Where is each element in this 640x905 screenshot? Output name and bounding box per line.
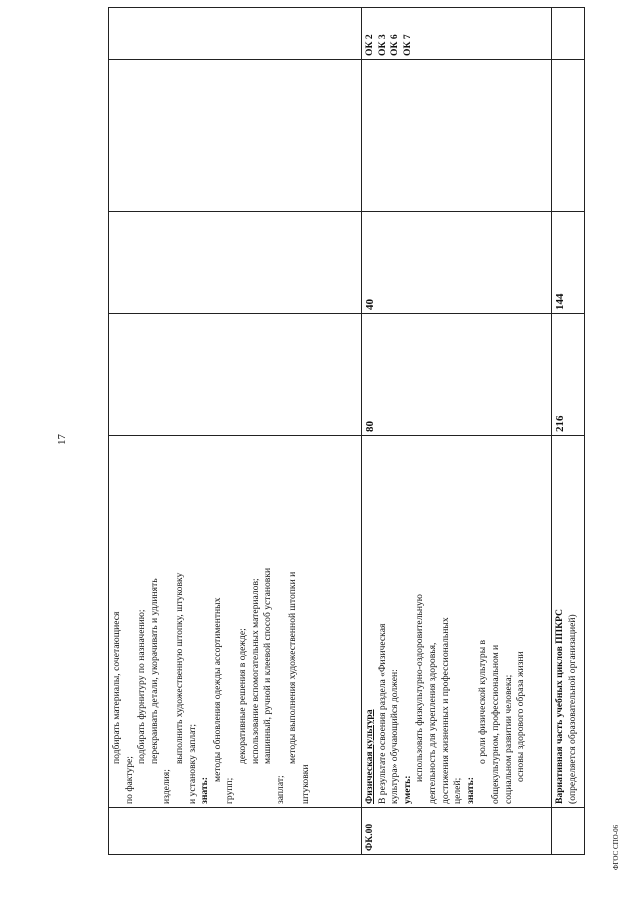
- table-row: [362, 8, 552, 855]
- footer-text: ФГОС СПО-06: [612, 824, 620, 870]
- competences-cell: [362, 8, 552, 60]
- max-load-cell: 216: [552, 314, 585, 436]
- row-description: подбирать материалы, сочетающиеся по фактуре; подбирать фурнитуру по назначению; перекраивать детали, укорачивать и удлинять изделия; выполнить художественную штопку, штуковку и установку заплат; знать: методы обновления одежды ассортиментных групп; декоративные решения в одежде; использование вспомогательных материалов; машинный, ручной и клеевой способ установки заплат; методы выполнения художественной штопки и штуковки: [109, 436, 362, 808]
- competences-cell: [552, 8, 585, 60]
- required-load-cell: 40: [362, 212, 552, 314]
- max-load-cell: [109, 314, 362, 436]
- required-load-cell: 144: [552, 212, 585, 314]
- extra-cell: [362, 60, 552, 212]
- curriculum-table: [108, 7, 585, 855]
- row-code: [109, 808, 362, 855]
- table-row: [109, 8, 362, 855]
- row-description: Физическая культура В результате освоения раздела «Физическая культура» обучающийся должен: уметь: использовать физкультурно-оздоровительную деятельность для укрепления здоровья, достижения жизненных и профессиональных целей; знать: о роли физической культуры в общекультурном, профессиональном и социальном развитии человека; основы здорового образа жизни: [362, 436, 552, 808]
- required-load-cell: [109, 212, 362, 314]
- max-load-cell: 80: [362, 314, 552, 436]
- competence-item: ОК 2: [364, 34, 375, 56]
- competence-item: ОК 7: [401, 34, 413, 56]
- competence-item: ОК 3: [376, 34, 388, 56]
- competence-item: ОК 6: [389, 34, 401, 56]
- curriculum-table-wrapper: [108, 34, 578, 855]
- extra-cell: [109, 60, 362, 212]
- competences-cell: [109, 8, 362, 60]
- table-row: [552, 8, 585, 855]
- row-description: Вариативная часть учебных циклов ППКРС (определяется образовательной организацией): [552, 436, 585, 808]
- page-number: 17: [56, 434, 68, 445]
- extra-cell: [552, 60, 585, 212]
- row-code: ФК.00: [362, 808, 552, 855]
- row-code: [552, 808, 585, 855]
